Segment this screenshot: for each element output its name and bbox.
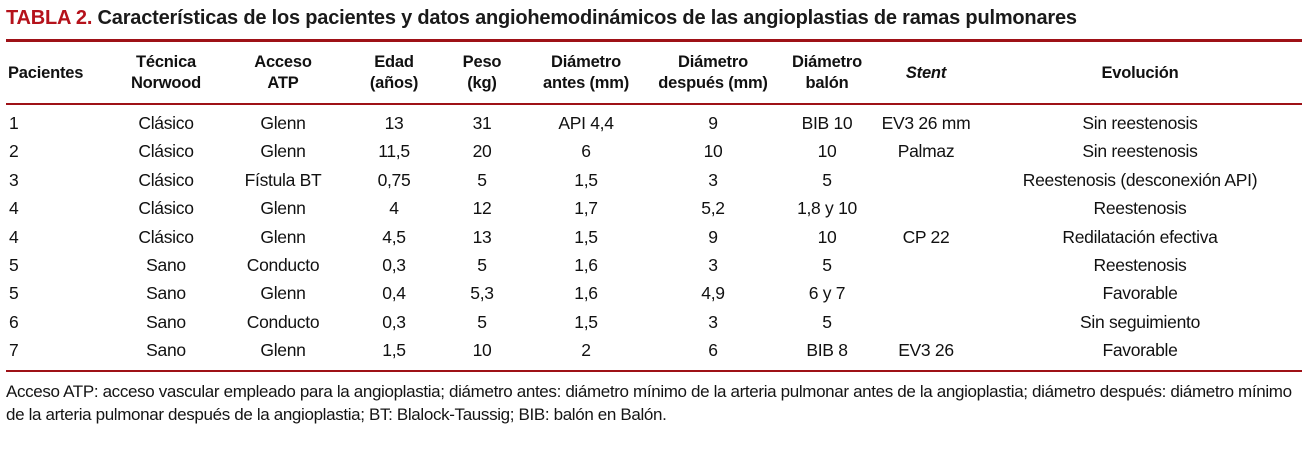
table-cell: Clásico <box>138 113 194 133</box>
table-cell: 5 <box>9 255 19 276</box>
table-row <box>6 166 1302 194</box>
table-cell: Glenn <box>260 340 306 361</box>
table-cell: Redilatación efectiva <box>1062 226 1218 247</box>
table-cell: Clásico <box>138 169 194 190</box>
table-cell: 1,5 <box>574 169 598 190</box>
table-cell: 1,8 y 10 <box>797 198 857 219</box>
table-cell: 5 <box>822 255 832 276</box>
column-header: Técnica Norwood <box>116 41 216 105</box>
table-cell: Glenn <box>260 198 306 219</box>
column-header: Diámetro balón <box>780 41 874 105</box>
table-cell: 2 <box>9 141 19 162</box>
table-cell: 10 <box>472 340 492 361</box>
table-cell: Sin seguimiento <box>1079 311 1201 332</box>
table-cell: 3 <box>9 169 19 190</box>
table-cell: BIB 8 <box>806 340 848 361</box>
table-cell: Sano <box>146 255 186 276</box>
table-number-label: TABLA 2. <box>6 7 93 29</box>
table-header <box>6 41 1302 105</box>
table-cell: 4,9 <box>701 283 725 304</box>
table-row <box>6 279 1302 307</box>
column-header: Edad (años) <box>350 41 438 105</box>
table-cell: Clásico <box>138 226 194 247</box>
table-cell: Sin reestenosis <box>1082 141 1198 162</box>
table-footnote: Acceso ATP: acceso vascular empleado para la angioplastia; diámetro antes: diámetro mínimo de la arteria pulmonar antes de la angioplastia; diámetro después: diámetro mínimo de la arteria pulmonar después de la angioplastia; BT: Blalock-Taussig; BIB: balón en Balón. <box>6 381 1292 424</box>
table-cell: Glenn <box>260 283 306 304</box>
table-cell: Glenn <box>260 141 306 162</box>
table-cell: 9 <box>708 226 718 247</box>
column-header: Stent <box>874 41 978 105</box>
table-cell: 5,2 <box>701 198 725 219</box>
table-cell <box>874 251 978 279</box>
table-cell: 1 <box>9 113 19 133</box>
table-cell: 31 <box>472 113 492 133</box>
table-row <box>6 137 1302 165</box>
table-cell: 3 <box>708 255 718 276</box>
table-cell <box>874 166 978 194</box>
table-cell: 1,6 <box>574 255 598 276</box>
table-cell: Glenn <box>260 113 306 133</box>
table-cell: 4 <box>9 198 19 219</box>
table-cell: 1,7 <box>574 198 598 219</box>
table-cell: 5 <box>822 169 832 190</box>
table-cell: Reestenosis <box>1093 198 1187 219</box>
column-header: Pacientes <box>6 41 116 105</box>
table-cell: 5 <box>477 311 487 332</box>
table-cell: 13 <box>384 113 404 133</box>
table-cell: Glenn <box>260 226 306 247</box>
table-cell: Favorable <box>1102 340 1178 361</box>
table-row <box>6 104 1302 137</box>
table-cell: 5 <box>822 311 832 332</box>
table-cell: 5,3 <box>470 283 494 304</box>
column-header: Evolución <box>978 41 1302 105</box>
table-cell: 3 <box>708 169 718 190</box>
table-cell: Clásico <box>138 141 194 162</box>
table-cell: 6 y 7 <box>808 283 846 304</box>
table-cell: Sano <box>146 311 186 332</box>
table-cell: Conducto <box>246 311 320 332</box>
table-cell: 6 <box>708 340 718 361</box>
table-row <box>6 251 1302 279</box>
table-cell: Reestenosis (desconexión API) <box>1022 169 1258 190</box>
table-cell <box>874 194 978 222</box>
patients-angioplasty-table <box>6 39 1302 372</box>
table-cell: 6 <box>581 141 591 162</box>
table-body <box>6 104 1302 371</box>
table-cell: Conducto <box>246 255 320 276</box>
table-cell: Reestenosis <box>1093 255 1187 276</box>
table-row <box>6 336 1302 370</box>
table-cell: 12 <box>472 198 492 219</box>
table-cell: Palmaz <box>897 141 955 162</box>
table-title-text: Características de los pacientes y datos angiohemodinámicos de las angioplastias de ramas pulmonares <box>97 7 1077 29</box>
table-title <box>6 5 1301 32</box>
table-cell: CP 22 <box>902 226 950 247</box>
table-cell: 11,5 <box>378 141 410 162</box>
table-cell: Sin reestenosis <box>1082 113 1198 133</box>
table-cell: 4,5 <box>382 226 406 247</box>
table-cell: Fístula BT <box>244 169 322 190</box>
table-cell: Sano <box>146 283 186 304</box>
table-cell: BIB 10 <box>801 113 853 133</box>
column-header: Diámetro antes (mm) <box>526 41 646 105</box>
table-cell: 0,4 <box>382 283 406 304</box>
table-cell: 13 <box>472 226 492 247</box>
table-cell: EV3 26 mm <box>881 113 971 133</box>
table-cell: API 4,4 <box>558 113 614 133</box>
table-cell: 7 <box>9 340 19 361</box>
table-row <box>6 223 1302 251</box>
table-cell: 1,5 <box>574 226 598 247</box>
table-cell: 5 <box>477 169 487 190</box>
table-cell: 20 <box>472 141 492 162</box>
table-cell: 6 <box>9 311 19 332</box>
table-cell: 0,3 <box>382 311 406 332</box>
table-cell: 5 <box>9 283 19 304</box>
table-cell: 0,3 <box>382 255 406 276</box>
table-cell: 2 <box>581 340 591 361</box>
table-cell: Favorable <box>1102 283 1178 304</box>
table-cell: 0,75 <box>377 169 411 190</box>
table-cell: 10 <box>817 226 837 247</box>
table-cell <box>874 308 978 336</box>
table-cell: Sano <box>146 340 186 361</box>
table-cell: 1,6 <box>574 283 598 304</box>
table-cell: EV3 26 <box>898 340 954 361</box>
column-header: Acceso ATP <box>216 41 350 105</box>
table-cell: 1,5 <box>382 340 406 361</box>
table-cell <box>874 279 978 307</box>
table-cell: 4 <box>389 198 399 219</box>
table-cell: 1,5 <box>574 311 598 332</box>
table-header-row <box>6 41 1302 105</box>
column-header: Diámetro después (mm) <box>646 41 780 105</box>
table-cell: 4 <box>9 226 19 247</box>
table-row <box>6 308 1302 336</box>
table-cell: 10 <box>817 141 837 162</box>
table-row <box>6 194 1302 222</box>
table-cell: 5 <box>477 255 487 276</box>
table-cell: 3 <box>708 311 718 332</box>
table-cell: Clásico <box>138 198 194 219</box>
table-cell: 9 <box>708 113 718 133</box>
table-cell: 10 <box>703 141 723 162</box>
column-header: Peso (kg) <box>438 41 526 105</box>
